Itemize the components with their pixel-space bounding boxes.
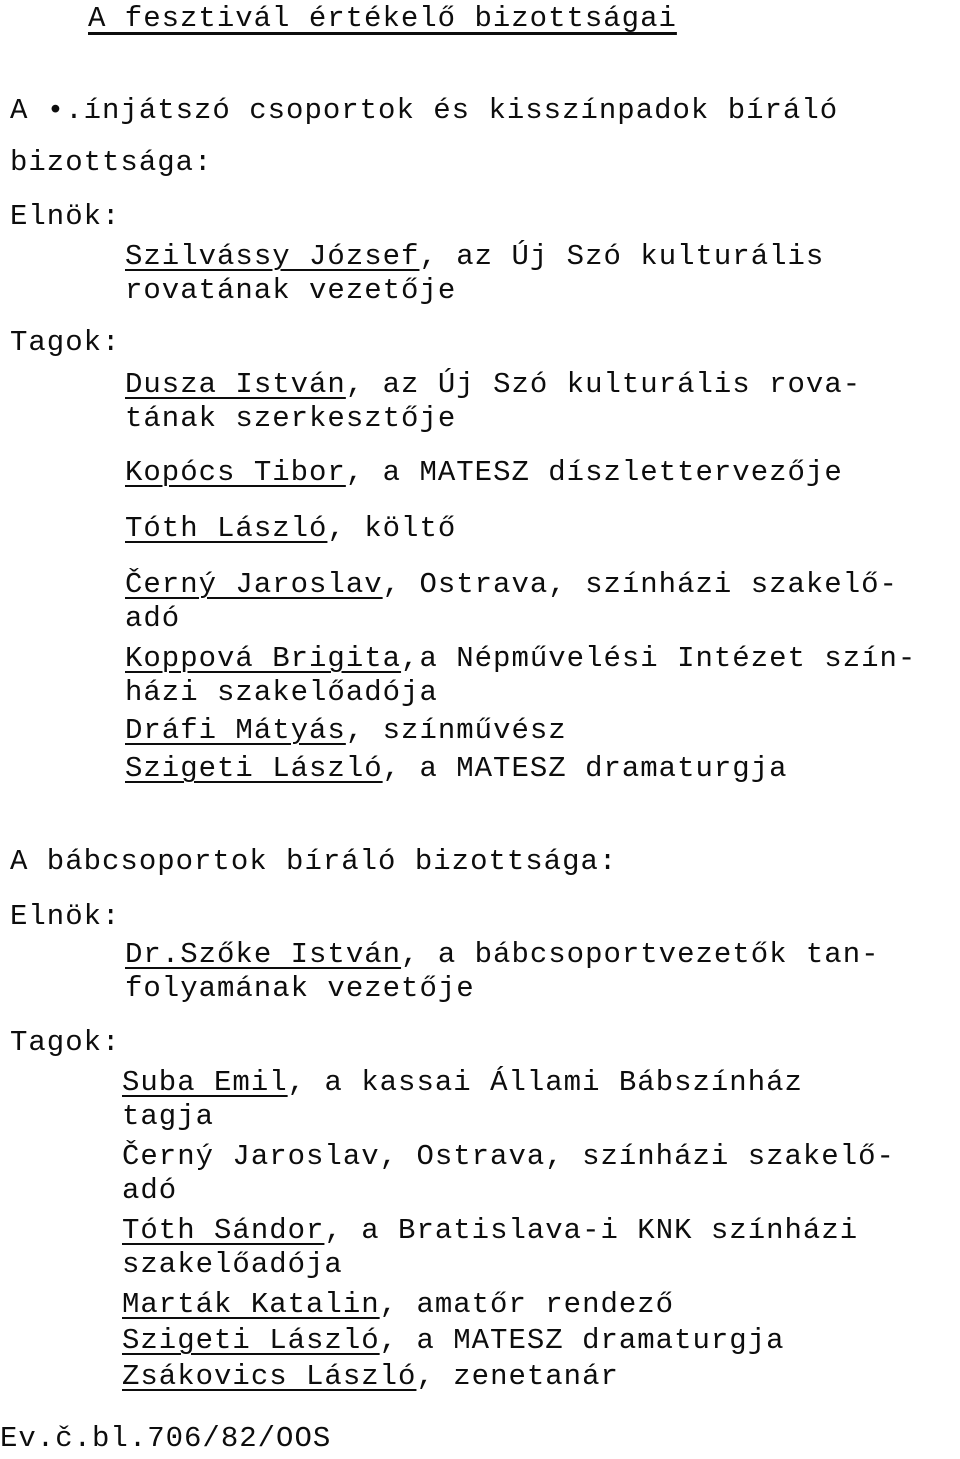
member-desc: , a MATESZ dramaturgja (382, 752, 788, 785)
member-entry (122, 1360, 619, 1394)
member-name: Szigeti László (125, 752, 383, 785)
member-entry (125, 568, 898, 602)
member-desc: , Ostrava, színházi szakelő- (382, 568, 898, 601)
member-entry (122, 1324, 785, 1358)
member-desc: Černý Jaroslav, Ostrava, színházi szakelő- (122, 1140, 895, 1173)
member-desc: , amatőr rendező (379, 1288, 675, 1321)
section2-chair-name: Dr.Szőke István (125, 938, 402, 971)
member-name: Koppová Brigita (125, 642, 402, 675)
member-desc-continued: tagja (122, 1100, 215, 1133)
member-desc-continued: tának szerkesztője (125, 402, 457, 435)
member-name: Černý Jaroslav (125, 568, 383, 601)
member-entry (122, 1140, 895, 1174)
member-entry (125, 752, 788, 786)
section2-members-label: Tagok: (10, 1026, 121, 1059)
member-name: Suba Emil (122, 1066, 288, 1099)
member-desc: , zenetanár (416, 1360, 619, 1393)
section2-chair-line1 (125, 938, 880, 972)
section2-heading: A bábcsoportok bíráló bizottsága: (10, 845, 618, 878)
section2-chair-desc: , a bábcsoportvezetők tan- (401, 938, 880, 971)
member-name: Szigeti László (122, 1324, 380, 1357)
section1-members-label: Tagok: (10, 326, 121, 359)
member-entry (125, 456, 843, 490)
member-entry (125, 512, 456, 546)
member-entry (125, 714, 567, 748)
member-entry (125, 368, 861, 402)
member-entry (122, 1066, 803, 1100)
member-desc: , a MATESZ díszlettervezője (345, 456, 843, 489)
member-desc-continued: adó (122, 1174, 178, 1207)
section1-chair-line1 (125, 240, 824, 274)
member-desc: , a MATESZ dramaturgja (379, 1324, 785, 1357)
section2-chair-label: Elnök: (10, 900, 121, 933)
section1-chair-desc: , az Új Szó kulturális (419, 240, 825, 273)
section1-chair-name: Szilvássy József (125, 240, 420, 273)
member-desc-continued: adó (125, 602, 181, 635)
section1-chair-line2: rovatának vezetője (125, 274, 457, 307)
member-desc: , költő (327, 512, 457, 545)
member-desc: , színművész (345, 714, 567, 747)
member-entry (122, 1214, 858, 1248)
member-name: Kopócs Tibor (125, 456, 346, 489)
section2-chair-line2: folyamának vezetője (125, 972, 475, 1005)
member-desc-continued: házi szakelőadója (125, 676, 438, 709)
member-desc: , a kassai Állami Bábszínház (287, 1066, 803, 1099)
member-name: Dráfi Mátyás (125, 714, 346, 747)
member-desc: , a Bratislava-i KNK színházi (324, 1214, 859, 1247)
document-reference-number: Ev.č.bl.706/82/OOS (0, 1422, 332, 1455)
member-name: Marták Katalin (122, 1288, 380, 1321)
member-name: Tóth László (125, 512, 328, 545)
member-entry (125, 642, 916, 676)
member-name: Tóth Sándor (122, 1214, 325, 1247)
document-title: A fesztivál értékelő bizottságai (88, 2, 677, 35)
section1-heading-line1: A •.ínjátszó csoportok és kisszínpadok bíráló (10, 94, 839, 127)
section1-heading-line2: bizottsága: (10, 146, 213, 179)
member-desc: ,a Népművelési Intézet szín- (401, 642, 917, 675)
member-name: Dusza István (125, 368, 346, 401)
section1-chair-label: Elnök: (10, 200, 121, 233)
member-desc-continued: szakelőadója (122, 1248, 343, 1281)
member-desc: , az Új Szó kulturális rova- (345, 368, 862, 401)
member-entry (122, 1288, 674, 1322)
member-name: Zsákovics László (122, 1360, 417, 1393)
